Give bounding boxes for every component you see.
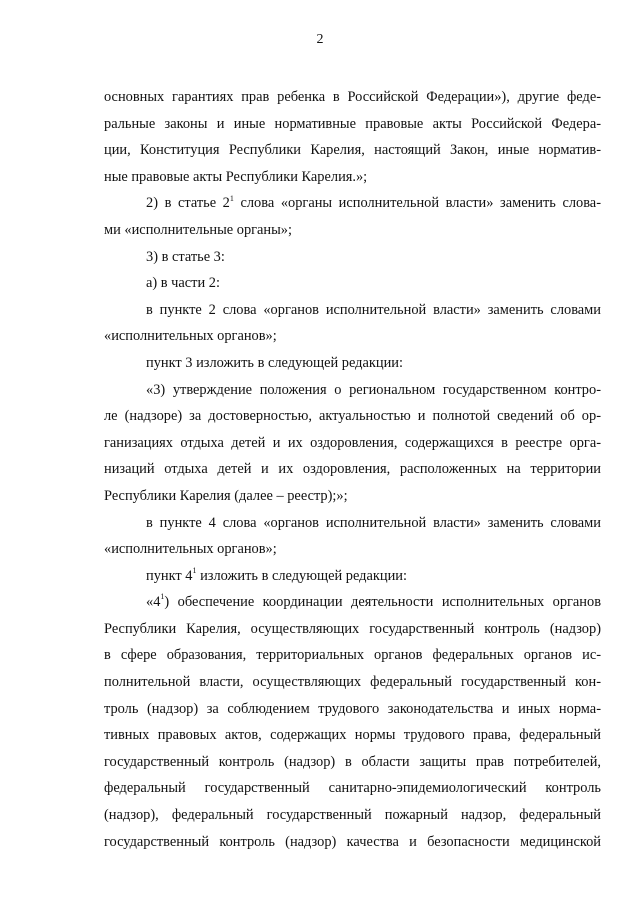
text-line: ле (надзоре) за достоверностью, актуальностью и полнотой сведений об ор- (104, 408, 601, 425)
text-line: (надзор), федеральный государственный пожарный надзор, федеральный (104, 807, 601, 824)
text-fragment: 2) в статье 2 (146, 195, 230, 212)
text-line: ральные законы и иные нормативные правовые акты Российской Федера- (104, 115, 601, 132)
text-fragment: изложить в следующей редакции: (196, 567, 407, 584)
text-line: «исполнительных органов»; (104, 541, 277, 558)
document-body (104, 84, 601, 855)
text-fragment: ) обеспечение координации деятельности исполнительных органов (164, 594, 601, 611)
text-line: Республики Карелия, осуществляющих государственный контроль (надзор) (104, 620, 601, 637)
text-fragment: слова «органы исполнительной власти» заменить слова- (233, 195, 601, 212)
text-line: полнительной власти, осуществляющих федеральный государственный кон- (104, 674, 601, 691)
text-line: пункт 3 изложить в следующей редакции: (146, 354, 403, 371)
text-line: тивных правовых актов, содержащих нормы трудового права, федеральный (104, 727, 601, 744)
text-line: в пункте 4 слова «органов исполнительной власти» заменить словами (146, 514, 601, 531)
text-line: «3) утверждение положения о региональном государственном контро- (146, 381, 601, 398)
superscript: 1 (160, 592, 165, 602)
text-line (104, 190, 601, 217)
text-line: низаций отдыха детей и их оздоровления, расположенных на территории (104, 461, 601, 478)
text-line: 3) в статье 3: (146, 248, 225, 265)
text-line: троль (надзор) за соблюдением трудового законодательства и иных норма- (104, 700, 601, 717)
text-line: ми «исполнительные органы»; (104, 221, 292, 238)
page-number: 2 (316, 32, 324, 47)
text-line: а) в части 2: (146, 275, 220, 292)
text-fragment: «4 (146, 594, 161, 611)
text-line (104, 589, 601, 616)
text-line: ные правовые акты Республики Карелия.»; (104, 168, 368, 185)
text-line: в пункте 2 слова «органов исполнительной власти» заменить словами (146, 301, 601, 318)
text-line (104, 563, 601, 590)
text-line: «исполнительных органов»; (104, 328, 277, 345)
text-line: в сфере образования, территориальных органов федеральных органов ис- (104, 647, 601, 664)
text-line: ганизациях отдыха детей и их оздоровления, содержащихся в реестре орга- (104, 434, 601, 451)
superscript: 1 (229, 193, 234, 203)
text-line: государственный контроль (надзор) качества и безопасности медицинской (104, 833, 601, 850)
text-line: государственный контроль (надзор) в области защиты прав потребителей, (104, 753, 601, 770)
text-fragment: пункт 4 (146, 567, 193, 584)
text-line: Республики Карелия (далее – реестр);»; (104, 487, 348, 504)
text-line: федеральный государственный санитарно-эпидемиологический контроль (104, 780, 601, 797)
text-line: основных гарантиях прав ребенка в Российской Федерации»), другие феде- (104, 89, 601, 105)
superscript: 1 (192, 565, 197, 575)
text-line: ции, Конституция Республики Карелия, настоящий Закон, иные норматив- (104, 142, 601, 159)
